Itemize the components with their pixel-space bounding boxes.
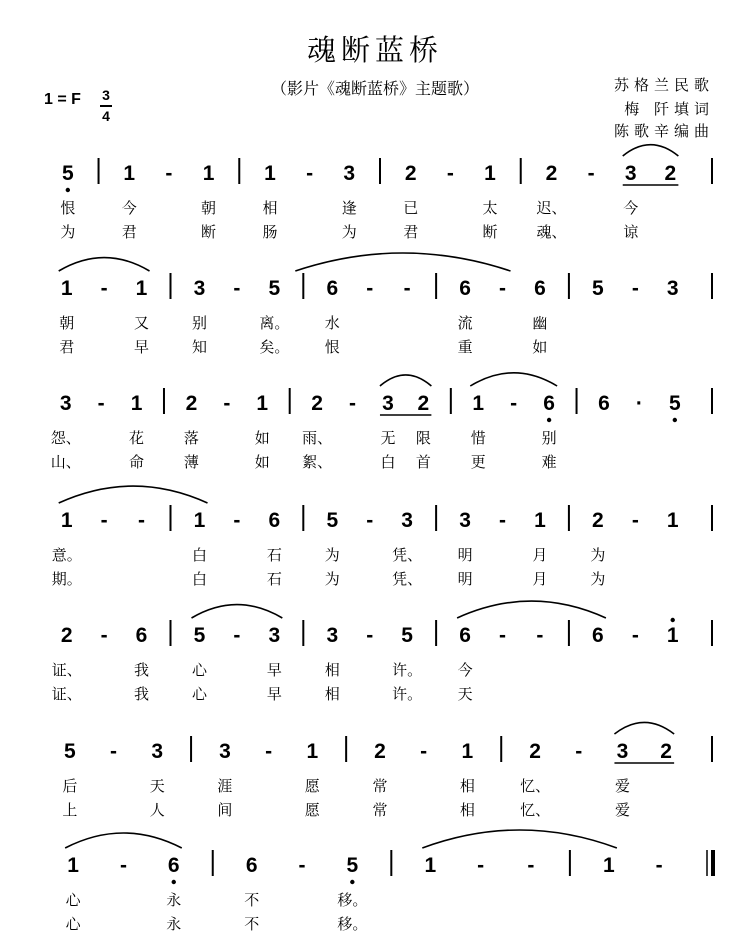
lyric-syllable: 人 bbox=[149, 801, 165, 819]
note: 3 bbox=[326, 624, 339, 647]
note: 5 bbox=[668, 392, 681, 415]
note: 3 bbox=[459, 509, 471, 532]
dash-note: - bbox=[306, 162, 314, 185]
note: 6 bbox=[245, 854, 258, 877]
lyric-syllable: 花 bbox=[129, 429, 145, 447]
time-signature-top: 3 bbox=[102, 87, 110, 103]
lyric-syllable: 相 bbox=[324, 685, 340, 703]
note: 3 bbox=[401, 509, 413, 532]
slur bbox=[457, 601, 606, 618]
lyric-syllable: 天 bbox=[149, 777, 165, 795]
note: 6 bbox=[598, 392, 610, 415]
lyric-syllable: 魂、 bbox=[536, 223, 567, 241]
dash-note: - bbox=[110, 740, 118, 763]
lyric-syllable: 肠 bbox=[262, 223, 278, 241]
note: 3 bbox=[151, 740, 164, 763]
note: 3 bbox=[616, 740, 629, 763]
credit-lyricist: 梅 阡填词 bbox=[624, 100, 714, 118]
note: 1 bbox=[666, 509, 679, 532]
note: 6 bbox=[326, 277, 339, 300]
dash-note: - bbox=[403, 277, 411, 300]
note: 2 bbox=[529, 740, 541, 763]
lyric-syllable: 已 bbox=[403, 199, 419, 217]
score-row bbox=[52, 486, 712, 588]
note: 5 bbox=[326, 509, 339, 532]
key-signature: 1 = F bbox=[44, 91, 81, 108]
dash-note: - bbox=[119, 854, 127, 877]
lyric-syllable: 后 bbox=[62, 777, 78, 795]
note: 2 bbox=[417, 392, 430, 415]
lyric-syllable: 幽 bbox=[532, 314, 548, 332]
score-row bbox=[51, 373, 712, 471]
lyric-syllable: 愿 bbox=[304, 777, 320, 795]
note: 2 bbox=[185, 392, 198, 415]
dash-note: - bbox=[536, 624, 544, 647]
lyric-syllable: 别 bbox=[541, 429, 557, 447]
slur bbox=[623, 145, 679, 156]
lyric-syllable: 移。 bbox=[337, 915, 368, 933]
lyric-syllable: 证、 bbox=[51, 661, 82, 679]
note: 6 bbox=[135, 624, 148, 647]
note: 6 bbox=[459, 624, 471, 647]
lyric-syllable: 永 bbox=[166, 891, 182, 909]
lyric-syllable: 断 bbox=[482, 223, 498, 241]
lyric-syllable: 别 bbox=[191, 314, 208, 332]
dash-note: - bbox=[510, 392, 518, 415]
lyric-syllable: 忆、 bbox=[520, 801, 551, 819]
lyric-syllable: 絮、 bbox=[302, 453, 333, 471]
lyric-syllable: 薄 bbox=[183, 453, 199, 471]
lyric-syllable: 难 bbox=[541, 453, 557, 471]
dash-note: - bbox=[100, 277, 108, 300]
dash-note: - bbox=[446, 162, 454, 185]
lyric-syllable: 期。 bbox=[51, 570, 82, 588]
lyric-syllable: 意。 bbox=[51, 546, 82, 564]
lyric-syllable: 爱 bbox=[614, 801, 630, 819]
note: 5 bbox=[193, 624, 206, 647]
note: 1 bbox=[472, 392, 485, 415]
note: · bbox=[635, 392, 643, 415]
lyric-syllable: 谅 bbox=[623, 223, 639, 241]
lyric-syllable: 相 bbox=[262, 199, 278, 217]
lyric-syllable: 心 bbox=[65, 915, 81, 933]
lyric-syllable: 证、 bbox=[51, 685, 82, 703]
note: 1 bbox=[130, 392, 143, 415]
note: 1 bbox=[666, 624, 679, 647]
note: 1 bbox=[60, 277, 73, 300]
lyric-syllable: 许。 bbox=[392, 661, 423, 679]
dash-note: - bbox=[631, 624, 639, 647]
lyric-syllable: 迟、 bbox=[536, 199, 567, 217]
lyric-syllable: 重 bbox=[457, 338, 473, 356]
slur bbox=[59, 258, 150, 271]
note: 1 bbox=[256, 392, 269, 415]
lyric-syllable: 心 bbox=[65, 891, 81, 909]
lyric-syllable: 如 bbox=[254, 453, 270, 471]
lyric-syllable: 怨、 bbox=[50, 429, 81, 447]
note: 6 bbox=[534, 277, 546, 300]
credit-composer: 苏格兰民歌 bbox=[613, 76, 714, 94]
note: 1 bbox=[202, 162, 215, 185]
note: 3 bbox=[343, 162, 356, 185]
octave-dot bbox=[350, 880, 354, 884]
lyric-syllable: 惜 bbox=[470, 429, 486, 447]
lyric-syllable: 为 bbox=[60, 223, 76, 241]
note: 1 bbox=[135, 277, 148, 300]
lyric-syllable: 许。 bbox=[392, 685, 423, 703]
slur bbox=[65, 833, 182, 848]
lyric-syllable: 为 bbox=[590, 570, 606, 588]
lyric-syllable: 流 bbox=[457, 314, 473, 332]
song-title: 魂断蓝桥 bbox=[306, 33, 443, 67]
lyric-syllable: 石 bbox=[266, 570, 282, 588]
lyric-syllable: 常 bbox=[372, 777, 388, 795]
slur bbox=[380, 375, 431, 386]
lyric-syllable: 月 bbox=[532, 570, 548, 588]
slur bbox=[470, 373, 557, 386]
dash-note: - bbox=[499, 509, 507, 532]
octave-dot bbox=[172, 880, 176, 884]
score-row bbox=[62, 722, 712, 819]
lyric-syllable: 断 bbox=[201, 223, 217, 241]
lyric-syllable: 命 bbox=[129, 453, 145, 471]
lyric-syllable: 常 bbox=[372, 801, 388, 819]
final-bar-thick bbox=[711, 850, 715, 876]
dash-note: - bbox=[298, 854, 306, 877]
score-row bbox=[60, 145, 712, 241]
lyric-syllable: 相 bbox=[459, 777, 475, 795]
score-row bbox=[65, 830, 715, 933]
note: 3 bbox=[382, 392, 394, 415]
lyric-syllable: 又 bbox=[134, 314, 150, 332]
note: 1 bbox=[60, 509, 73, 532]
slur bbox=[192, 605, 283, 618]
lyric-syllable: 永 bbox=[166, 915, 182, 933]
credit-arranger: 陈歌辛编曲 bbox=[613, 122, 714, 140]
lyric-syllable: 不 bbox=[244, 915, 260, 933]
octave-dot bbox=[547, 418, 551, 422]
lyric-syllable: 更 bbox=[470, 453, 486, 471]
note: 2 bbox=[60, 624, 73, 647]
note: 5 bbox=[61, 162, 74, 185]
note: 2 bbox=[660, 740, 672, 763]
lyric-syllable: 为 bbox=[324, 570, 340, 588]
note: 1 bbox=[306, 740, 319, 763]
dash-note: - bbox=[100, 624, 108, 647]
lyric-syllable: 首 bbox=[415, 453, 431, 471]
lyric-syllable: 涯 bbox=[217, 777, 233, 795]
note: 1 bbox=[424, 854, 437, 877]
lyric-syllable: 朝 bbox=[59, 314, 75, 332]
dash-note: - bbox=[575, 740, 583, 763]
lyric-syllable: 今 bbox=[457, 661, 473, 679]
note: 2 bbox=[545, 162, 558, 185]
lyric-syllable: 移。 bbox=[337, 891, 368, 909]
lyric-syllable: 山、 bbox=[50, 453, 81, 471]
score-row bbox=[52, 601, 712, 703]
lyric-syllable: 爱 bbox=[614, 777, 630, 795]
note: 3 bbox=[268, 624, 281, 647]
dash-note: - bbox=[499, 624, 507, 647]
lyric-syllable: 凭、 bbox=[392, 570, 423, 588]
lyric-syllable: 愿 bbox=[304, 801, 320, 819]
note: 2 bbox=[404, 162, 417, 185]
slur bbox=[422, 830, 617, 848]
slur bbox=[614, 722, 674, 734]
lyric-syllable: 矣。 bbox=[259, 338, 290, 356]
lyric-syllable: 君 bbox=[59, 338, 75, 356]
lyric-syllable: 落 bbox=[183, 429, 199, 447]
lyric-syllable: 白 bbox=[191, 570, 208, 588]
note: 6 bbox=[268, 509, 281, 532]
dash-note: - bbox=[233, 277, 241, 300]
note: 1 bbox=[484, 162, 496, 185]
lyric-syllable: 离。 bbox=[259, 314, 290, 332]
octave-dot bbox=[66, 188, 70, 192]
note: 5 bbox=[592, 277, 604, 300]
dash-note: - bbox=[100, 509, 108, 532]
note: 1 bbox=[534, 509, 546, 532]
lyric-syllable: 为 bbox=[341, 223, 357, 241]
dash-note: - bbox=[631, 277, 639, 300]
lyric-syllable: 知 bbox=[191, 338, 208, 356]
dash-note: - bbox=[420, 740, 428, 763]
slur bbox=[295, 253, 510, 271]
lyric-syllable: 心 bbox=[191, 661, 208, 679]
dash-note: - bbox=[265, 740, 273, 763]
lyric-syllable: 上 bbox=[62, 801, 78, 819]
lyric-syllable: 如 bbox=[254, 429, 270, 447]
note: 3 bbox=[624, 162, 637, 185]
lyric-syllable: 心 bbox=[191, 685, 208, 703]
lyric-syllable: 我 bbox=[134, 661, 150, 679]
time-signature-bottom: 4 bbox=[102, 108, 110, 124]
lyric-syllable: 凭、 bbox=[392, 546, 423, 564]
dash-note: - bbox=[587, 162, 595, 185]
lyric-syllable: 早 bbox=[266, 685, 282, 703]
note: 1 bbox=[264, 162, 276, 185]
lyric-syllable: 水 bbox=[324, 314, 340, 332]
lyric-syllable: 不 bbox=[244, 891, 260, 909]
note: 6 bbox=[167, 854, 180, 877]
dash-note: - bbox=[223, 392, 231, 415]
note: 5 bbox=[401, 624, 413, 647]
lyric-syllable: 明 bbox=[457, 570, 473, 588]
dash-note: - bbox=[631, 509, 639, 532]
lyric-syllable: 无 bbox=[380, 429, 396, 447]
note: 2 bbox=[664, 162, 677, 185]
lyric-syllable: 君 bbox=[403, 223, 419, 241]
lyric-syllable: 太 bbox=[482, 199, 498, 217]
dash-note: - bbox=[165, 162, 173, 185]
note: 1 bbox=[67, 854, 79, 877]
lyric-syllable: 今 bbox=[121, 199, 137, 217]
lyric-syllable: 为 bbox=[590, 546, 606, 564]
note: 1 bbox=[603, 854, 615, 877]
note: 3 bbox=[193, 277, 206, 300]
note: 1 bbox=[123, 162, 136, 185]
lyric-syllable: 白 bbox=[191, 546, 208, 564]
lyric-syllable: 今 bbox=[623, 199, 639, 217]
lyric-syllable: 逢 bbox=[341, 199, 357, 217]
dash-note: - bbox=[138, 509, 146, 532]
dash-note: - bbox=[655, 854, 663, 877]
note: 2 bbox=[592, 509, 604, 532]
lyric-syllable: 石 bbox=[266, 546, 282, 564]
note: 2 bbox=[311, 392, 323, 415]
note: 5 bbox=[346, 854, 359, 877]
lyric-syllable: 我 bbox=[134, 685, 150, 703]
note: 5 bbox=[63, 740, 76, 763]
lyric-syllable: 明 bbox=[457, 546, 473, 564]
lyric-syllable: 如 bbox=[532, 338, 548, 356]
lyric-syllable: 雨、 bbox=[302, 429, 333, 447]
lyric-syllable: 相 bbox=[459, 801, 475, 819]
lyric-syllable: 白 bbox=[380, 453, 396, 471]
dash-note: - bbox=[349, 392, 357, 415]
octave-dot bbox=[673, 418, 677, 422]
note: 2 bbox=[374, 740, 386, 763]
dash-note: - bbox=[233, 509, 241, 532]
note: 3 bbox=[219, 740, 231, 763]
note: 6 bbox=[459, 277, 471, 300]
dash-note: - bbox=[97, 392, 105, 415]
dash-note: - bbox=[233, 624, 241, 647]
lyric-syllable: 天 bbox=[457, 685, 473, 703]
lyric-syllable: 间 bbox=[217, 801, 233, 819]
lyric-syllable: 月 bbox=[532, 546, 548, 564]
note: 1 bbox=[193, 509, 206, 532]
lyric-syllable: 早 bbox=[266, 661, 282, 679]
dash-note: - bbox=[366, 509, 374, 532]
lyric-syllable: 为 bbox=[324, 546, 340, 564]
song-subtitle: （影片《魂断蓝桥》主题歌） bbox=[270, 79, 479, 98]
slur bbox=[59, 486, 208, 503]
lyric-syllable: 恨 bbox=[324, 338, 340, 356]
score-row bbox=[59, 253, 712, 356]
lyric-syllable: 忆、 bbox=[520, 777, 551, 795]
note: 3 bbox=[666, 277, 679, 300]
dash-note: - bbox=[499, 277, 507, 300]
dash-note: - bbox=[527, 854, 535, 877]
dash-note: - bbox=[366, 624, 374, 647]
note: 6 bbox=[543, 392, 555, 415]
octave-dot bbox=[671, 618, 675, 622]
lyric-syllable: 恨 bbox=[60, 199, 76, 217]
dash-note: - bbox=[366, 277, 374, 300]
note: 5 bbox=[268, 277, 281, 300]
lyric-syllable: 早 bbox=[134, 338, 150, 356]
note: 6 bbox=[592, 624, 604, 647]
note: 3 bbox=[59, 392, 72, 415]
dash-note: - bbox=[477, 854, 485, 877]
lyric-syllable: 朝 bbox=[201, 199, 217, 217]
lyric-syllable: 君 bbox=[121, 223, 137, 241]
note: 1 bbox=[461, 740, 474, 763]
lyric-syllable: 相 bbox=[324, 661, 340, 679]
lyric-syllable: 限 bbox=[415, 429, 431, 447]
